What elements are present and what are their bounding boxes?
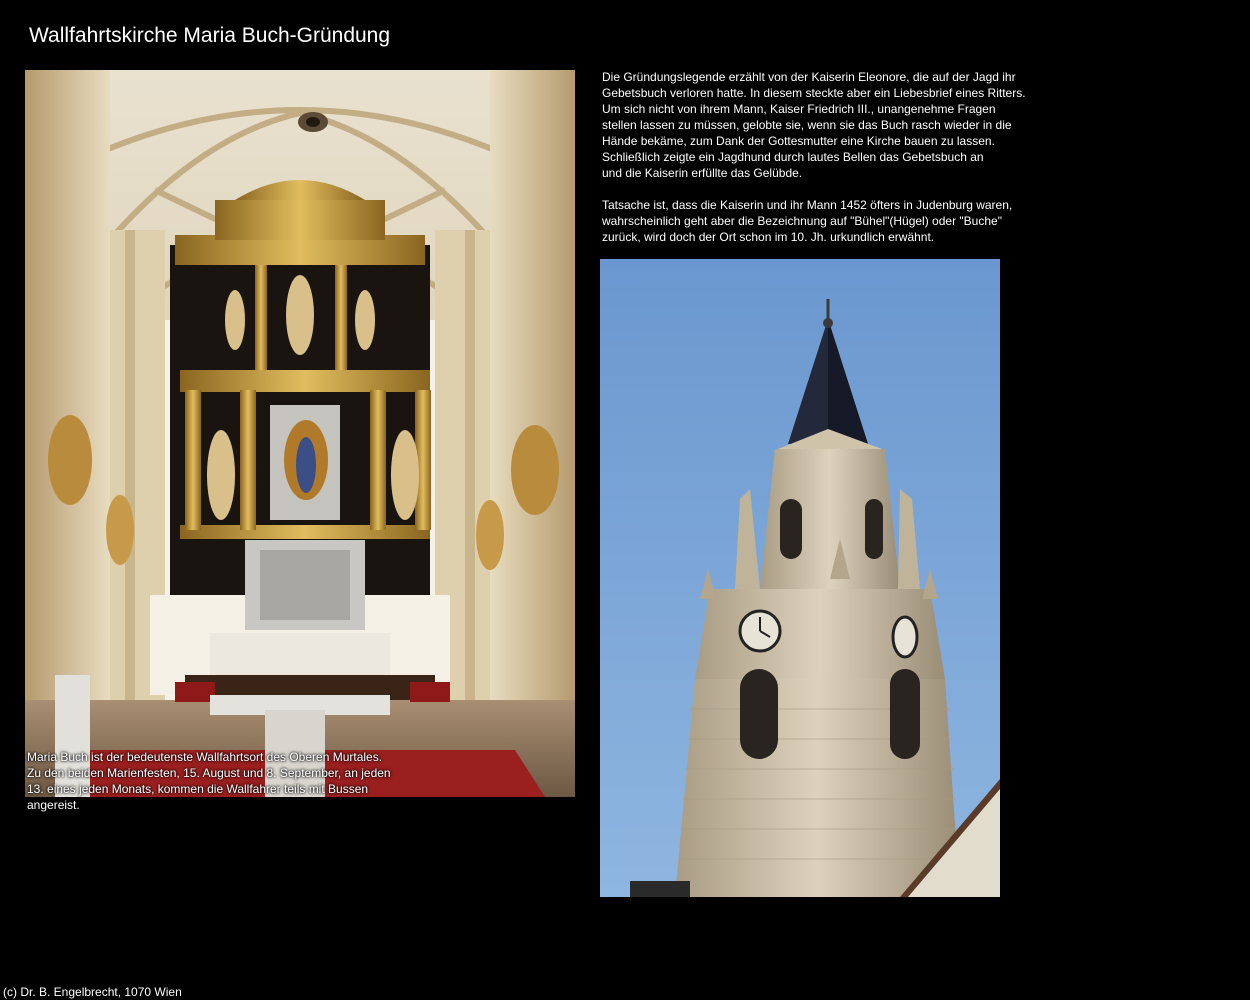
text-line: wahrscheinlich geht aber die Bezeichnung auf "Bühel"(Hügel) oder "Buche"	[602, 214, 1002, 228]
text-line: Tatsache ist, dass die Kaiserin und ihr Mann 1452 öfters in Judenburg waren,	[602, 198, 1013, 212]
text-line: Gebetsbuch verloren hatte. In diesem steckte aber ein Liebesbrief eines Ritters.	[602, 86, 1026, 100]
text-line: Um sich nicht von ihrem Mann, Kaiser Friedrich III., unangenehme Fragen	[602, 102, 996, 116]
text-line: und die Kaiserin erfüllte das Gelübde.	[602, 166, 803, 180]
caption-line: Maria Buch ist der bedeutenste Wallfahrtsort des Oberen Murtales.	[27, 750, 383, 764]
church-tower-photo	[600, 259, 1000, 897]
text-line: Schließlich zeigte ein Jagdhund durch lautes Bellen das Gebetsbuch an	[602, 150, 984, 164]
text-line: Hände bekäme, zum Dank der Gottesmutter eine Kirche bauen zu lassen.	[602, 134, 995, 148]
page-title: Wallfahrtskirche Maria Buch-Gründung	[29, 24, 391, 47]
paragraph-facts	[602, 197, 1042, 245]
paragraph-legend	[602, 69, 1042, 181]
text-line: zurück, wird doch der Ort schon im 10. Jh. urkundlich erwähnt.	[602, 230, 935, 244]
article-text	[602, 69, 1042, 261]
interior-caption	[27, 749, 407, 813]
copyright-footer: (c) Dr. B. Engelbrecht, 1070 Wien	[3, 985, 182, 999]
caption-line: angereist.	[27, 798, 80, 812]
caption-line: Zu den beiden Marienfesten, 15. August und 8. September, an jeden	[27, 766, 391, 780]
caption-line: 13. eines jeden Monats, kommen die Wallfahrer teils mit Bussen	[27, 782, 369, 796]
church-interior-photo	[25, 70, 575, 797]
text-line: Die Gründungslegende erzählt von der Kaiserin Eleonore, die auf der Jagd ihr	[602, 70, 1016, 84]
text-line: stellen lassen zu müssen, gelobte sie, wenn sie das Buch rasch wieder in die	[602, 118, 1012, 132]
